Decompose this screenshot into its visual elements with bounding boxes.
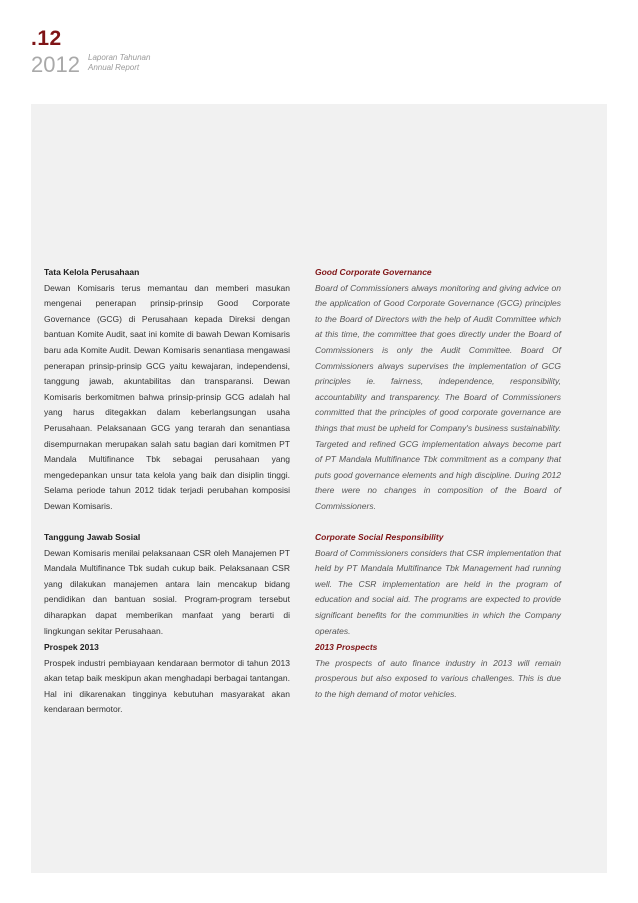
csr-section-en [315,530,561,639]
report-label-id: Laporan Tahunan [88,53,151,62]
report-label [88,53,150,73]
section-body: Dewan Komisaris menilai pelaksanaan CSR oleh Manajemen PT Mandala Multifinance Tbk sudah cukup baik. Pelaksanaan CSR yang dilakukan manajemen antara lain mencakup bidang pendidikan dan bantuan sosial. Program-program tersebut diharapkan dapat memberikan manfaat yang berarti di lingkungan sekitar Perusahaan. [44,547,290,636]
governance-section-en [315,265,561,515]
section-title: 2013 Prospects [315,642,378,652]
report-year: 2012 [31,52,80,77]
report-label-en: Annual Report [88,63,140,72]
section-body: Prospek industri pembiayaan kendaraan bermotor di tahun 2013 akan tetap baik meskipun akan menghadapi berbagai tantangan. Hal ini dikarenakan tingginya kebutuhan masyarakat akan kendaraan bermotor. [44,657,290,715]
prospects-section-en [315,640,561,702]
section-title: Corporate Social Responsibility [315,532,444,542]
section-body: Dewan Komisaris terus memantau dan memberi masukan mengenai penerapan prinsip-prinsip Good Corporate Governance (GCG) di Perusahaan kepada Direksi dengan bantuan Komite Audit, saat ini komite di bawah Dewan Komisaris baru ada Komite Audit. Dewan Komisaris senantiasa mengawasi penerapan prinsip-prinsip GCG yaitu kewajaran, independensi, tanggung jawab, akuntabilitas dan transparansi. Dewan Komisaris berkomitmen bahwa prinsip-prinsip GCG adalah hal yang harus ditegakkan dalam keberlangsungan usaha Perusahaan. Pelaksanaan GCG yang terarah dan senantiasa disempurnakan merupakan salah satu bagian dari komitmen PT Mandala Multifinance Tbk sebagai perusahaan yang mengedepankan unsur tata kelola yang baik dan disiplin tinggi. Selama periode tahun 2012 tidak terjadi perubahan komposisi Dewan Komisaris. [44,282,290,511]
section-title: Tata Kelola Perusahaan [44,267,140,277]
page-number: .12 [31,27,62,50]
section-title: Prospek 2013 [44,642,99,652]
section-title: Good Corporate Governance [315,267,432,277]
governance-section-id [44,265,290,515]
section-title: Tanggung Jawab Sosial [44,532,141,542]
section-body: Board of Commissioners considers that CSR implementation that held by PT Mandala Multifinance Tbk Management had running well. The CSR implementation are held in the program of education and social aid. The programs are expected to provide significant benefits for the communities in which the Company operates. [315,547,561,636]
section-body: Board of Commissioners always monitoring and giving advice on the application of Good Corporate Governance (GCG) principles to the Board of Directors with the help of Audit Committee which at this time, the committee that goes directly under the Board of Commissioners is only the Audit Committee. Board Of Commissioners always supervises the implementation of GCG principles ie. fairness, independence, responsibility, accountability and transparency. The Board of Commissioners committed that the principles of good corporate governance are things that must be upheld for Company's business sustainability. Targeted and refined GCG implementation always become part of PT Mandala Multifinance Tbk commitment as a company that puts good governance elements and high discipline. During 2012 there were no changes in composition of the Board of Commissioners. [315,282,561,511]
prospects-section-id [44,640,290,718]
section-body: The prospects of auto finance industry in 2013 will remain prosperous but also exposed to various challenges. This is due to the high demand of motor vehicles. [315,657,561,699]
csr-section-id [44,530,290,639]
